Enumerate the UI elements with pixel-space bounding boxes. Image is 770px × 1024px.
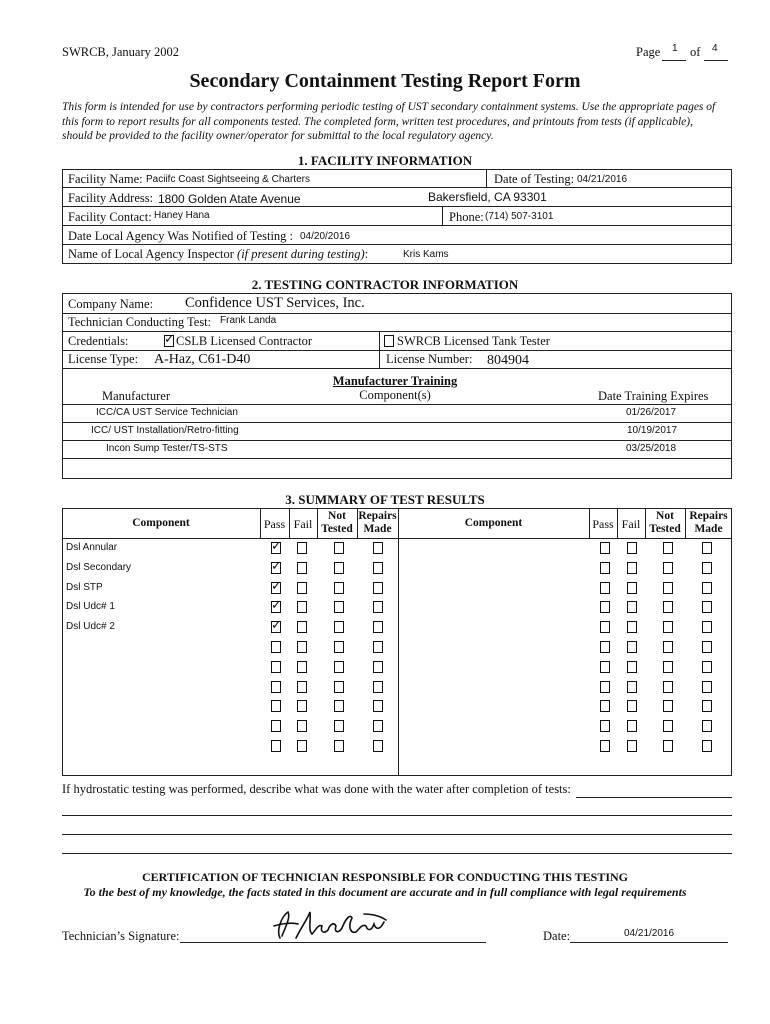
swrcb-checkbox[interactable]: [384, 335, 394, 347]
result-not-tested-checkbox-right[interactable]: [663, 582, 673, 594]
page-title: Secondary Containment Testing Report Form: [189, 70, 581, 92]
col-not-tested-left-1: Not: [328, 510, 346, 522]
result-repairs-checkbox-right[interactable]: [702, 641, 712, 653]
check-mark: ✓: [271, 618, 282, 633]
result-component-left[interactable]: Dsl Udc# 2: [66, 621, 115, 632]
result-pass-checkbox-left[interactable]: [271, 681, 281, 693]
facility-contact-label: Facility Contact:: [68, 210, 152, 224]
result-fail-checkbox-left[interactable]: [297, 641, 307, 653]
result-not-tested-checkbox-right[interactable]: [663, 562, 673, 574]
result-repairs-checkbox-right[interactable]: [702, 582, 712, 594]
license-type-label: License Type:: [68, 352, 139, 366]
col-repairs-left-2: Made: [363, 523, 392, 535]
result-fail-checkbox-left[interactable]: [297, 582, 307, 594]
check-mark: ✓: [271, 559, 282, 574]
form-intro: This form is intended for use by contractors performing periodic testing of UST secondary containment systems. Use the appropriate pages of this form to report results for all components tested. The completed form, written test procedures, and printouts from tests (if applicable), should be provided to the facility owner/operator for submittal to the local regulatory agency.: [62, 101, 716, 142]
result-repairs-checkbox-left[interactable]: [373, 621, 383, 633]
facility-city-field[interactable]: Bakersfield, CA 93301: [428, 190, 547, 204]
result-pass-checkbox-right[interactable]: [600, 681, 610, 693]
hydro-label: If hydrostatic testing was performed, describe what was done with the water after completion of tests:: [62, 782, 571, 796]
result-fail-checkbox-left[interactable]: [297, 740, 307, 752]
result-not-tested-checkbox-right[interactable]: [663, 621, 673, 633]
of-label: of: [690, 45, 701, 59]
result-not-tested-checkbox-right[interactable]: [663, 720, 673, 732]
section1-heading: 1. FACILITY INFORMATION: [297, 153, 473, 168]
facility-address-label: Facility Address:: [68, 191, 154, 205]
result-component-left[interactable]: Dsl Secondary: [66, 562, 132, 573]
result-fail-checkbox-left[interactable]: [297, 720, 307, 732]
result-repairs-checkbox-right[interactable]: [702, 700, 712, 712]
col-repairs-left-1: Repairs: [358, 510, 397, 522]
result-repairs-checkbox-left[interactable]: [373, 700, 383, 712]
col-component-left: Component: [132, 517, 190, 529]
page-number: 1: [672, 43, 678, 54]
training-component-2[interactable]: ICC/ UST Installation/Retro-fitting: [91, 425, 239, 436]
company-field[interactable]: Confidence UST Services, Inc.: [185, 295, 365, 311]
col-repairs-right-2: Made: [694, 523, 723, 535]
result-not-tested-checkbox-left[interactable]: [334, 661, 344, 673]
check-mark: ✓: [271, 598, 282, 613]
phone-field[interactable]: (714) 507-3101: [485, 211, 554, 222]
inspector-hint: (if present during testing): [237, 247, 365, 261]
result-repairs-checkbox-right[interactable]: [702, 562, 712, 574]
result-pass-checkbox-left[interactable]: [271, 700, 281, 712]
col-repairs-right-1: Repairs: [689, 510, 728, 522]
result-component-left[interactable]: Dsl STP: [66, 582, 103, 593]
inspector-colon: :: [364, 247, 369, 261]
result-fail-checkbox-right[interactable]: [627, 681, 637, 693]
training-expires-2[interactable]: 10/19/2017: [627, 425, 678, 436]
result-repairs-checkbox-left[interactable]: [373, 582, 383, 594]
training-component-3[interactable]: Incon Sump Tester/TS-STS: [106, 443, 228, 454]
result-not-tested-checkbox-left[interactable]: [334, 641, 344, 653]
page-total: 4: [712, 43, 718, 54]
date-testing-field[interactable]: 04/21/2016: [577, 174, 628, 185]
result-repairs-checkbox-left[interactable]: [373, 661, 383, 673]
training-component-1[interactable]: ICC/CA UST Service Technician: [96, 407, 238, 418]
technician-signature: [268, 904, 398, 944]
col-components: Component(s): [359, 388, 431, 402]
result-not-tested-checkbox-left[interactable]: [334, 562, 344, 574]
result-fail-checkbox-left[interactable]: [297, 700, 307, 712]
license-number-label: License Number:: [386, 352, 473, 366]
cert-statement: To the best of my knowledge, the facts stated in this document are accurate and in full compliance with legal requirements: [83, 885, 687, 899]
result-not-tested-checkbox-right[interactable]: [663, 700, 673, 712]
signature-label: Technician’s Signature:: [62, 929, 180, 943]
facility-address-field[interactable]: 1800 Golden Atate Avenue: [158, 192, 301, 206]
date-notified-field[interactable]: 04/20/2016: [300, 231, 351, 242]
result-pass-checkbox-right[interactable]: [600, 601, 610, 613]
result-fail-checkbox-right[interactable]: [627, 700, 637, 712]
result-repairs-checkbox-left[interactable]: [373, 681, 383, 693]
result-not-tested-checkbox-left[interactable]: [334, 542, 344, 554]
result-repairs-checkbox-left[interactable]: [373, 641, 383, 653]
facility-name-field[interactable]: Paciifc Coast Sightseeing & Charters: [146, 174, 310, 185]
result-pass-checkbox-right[interactable]: [600, 621, 610, 633]
col-fail-left: Fail: [293, 517, 313, 531]
technician-label: Technician Conducting Test:: [68, 315, 212, 329]
result-pass-checkbox-right[interactable]: [600, 582, 610, 594]
result-not-tested-checkbox-right[interactable]: [663, 740, 673, 752]
result-pass-checkbox-right[interactable]: [600, 700, 610, 712]
result-pass-checkbox-right[interactable]: [600, 661, 610, 673]
result-pass-checkbox-right[interactable]: [600, 720, 610, 732]
training-expires-1[interactable]: 01/26/2017: [626, 407, 677, 418]
result-fail-checkbox-right[interactable]: [627, 641, 637, 653]
result-repairs-checkbox-left[interactable]: [373, 562, 383, 574]
result-not-tested-checkbox-left[interactable]: [334, 740, 344, 752]
cert-date-field[interactable]: 04/21/2016: [624, 928, 675, 939]
result-not-tested-checkbox-left[interactable]: [334, 601, 344, 613]
result-not-tested-checkbox-right[interactable]: [663, 661, 673, 673]
check-mark: ✓: [271, 539, 282, 554]
result-pass-checkbox-left[interactable]: [271, 661, 281, 673]
inspector-label: [68, 247, 368, 262]
inspector-field[interactable]: Kris Kams: [403, 249, 449, 260]
cert-date-line[interactable]: [570, 942, 728, 943]
license-type-field[interactable]: A-Haz, C61-D40: [154, 352, 251, 367]
col-not-tested-right-1: Not: [656, 510, 674, 522]
technician-field[interactable]: Frank Landa: [220, 315, 277, 326]
result-fail-checkbox-left[interactable]: [297, 601, 307, 613]
swrcb-label: SWRCB Licensed Tank Tester: [397, 334, 550, 348]
result-fail-checkbox-right[interactable]: [627, 720, 637, 732]
result-repairs-checkbox-right[interactable]: [702, 542, 712, 554]
result-not-tested-checkbox-left[interactable]: [334, 681, 344, 693]
result-pass-checkbox-left[interactable]: [271, 641, 281, 653]
result-fail-checkbox-left[interactable]: [297, 661, 307, 673]
inspector-label-text: Name of Local Agency Inspector: [68, 247, 234, 261]
cert-date-label: Date:: [543, 929, 571, 943]
page-label: Page: [636, 45, 661, 59]
result-fail-checkbox-right[interactable]: [627, 562, 637, 574]
result-fail-checkbox-left[interactable]: [297, 681, 307, 693]
result-pass-checkbox-right[interactable]: [600, 740, 610, 752]
result-fail-checkbox-left[interactable]: [297, 542, 307, 554]
result-not-tested-checkbox-right[interactable]: [663, 641, 673, 653]
result-repairs-checkbox-left[interactable]: [373, 740, 383, 752]
col-not-tested-right-2: Tested: [649, 523, 681, 535]
company-label: Company Name:: [68, 297, 154, 311]
col-repairs-right: [685, 510, 732, 536]
section3-heading: 3. SUMMARY OF TEST RESULTS: [285, 492, 485, 507]
result-repairs-checkbox-right[interactable]: [702, 621, 712, 633]
result-fail-checkbox-left[interactable]: [297, 562, 307, 574]
result-fail-checkbox-right[interactable]: [627, 582, 637, 594]
result-not-tested-checkbox-right[interactable]: [663, 542, 673, 554]
cslb-check-mark: ✓: [164, 332, 175, 347]
result-not-tested-checkbox-right[interactable]: [663, 601, 673, 613]
license-number-field[interactable]: 804904: [487, 353, 529, 368]
result-pass-checkbox-right[interactable]: [600, 562, 610, 574]
col-not-tested-right: [645, 510, 685, 536]
result-repairs-checkbox-right[interactable]: [702, 720, 712, 732]
result-fail-checkbox-right[interactable]: [627, 601, 637, 613]
credentials-label: Credentials:: [68, 334, 129, 348]
result-not-tested-checkbox-right[interactable]: [663, 681, 673, 693]
check-mark: ✓: [271, 579, 282, 594]
date-testing-label: Date of Testing:: [494, 172, 575, 186]
result-not-tested-checkbox-left[interactable]: [334, 582, 344, 594]
date-notified-label: Date Local Agency Was Notified of Testing :: [68, 229, 294, 243]
result-fail-checkbox-right[interactable]: [627, 661, 637, 673]
result-repairs-checkbox-left[interactable]: [373, 720, 383, 732]
facility-name-label: Facility Name:: [68, 172, 143, 186]
col-expires: Date Training Expires: [598, 389, 709, 403]
training-expires-3[interactable]: 03/25/2018: [626, 443, 677, 454]
col-manufacturer: Manufacturer: [102, 389, 171, 403]
result-pass-checkbox-left[interactable]: [271, 720, 281, 732]
result-fail-checkbox-right[interactable]: [627, 740, 637, 752]
result-repairs-checkbox-left[interactable]: [373, 601, 383, 613]
cslb-label: CSLB Licensed Contractor: [176, 334, 313, 348]
phone-label: Phone:: [449, 210, 484, 224]
result-not-tested-checkbox-left[interactable]: [334, 720, 344, 732]
result-fail-checkbox-left[interactable]: [297, 621, 307, 633]
result-component-left[interactable]: Dsl Annular: [66, 542, 118, 553]
col-pass-right: Pass: [592, 517, 614, 531]
result-fail-checkbox-right[interactable]: [627, 542, 637, 554]
facility-contact-field[interactable]: Haney Hana: [154, 210, 210, 221]
section2-heading: 2. TESTING CONTRACTOR INFORMATION: [251, 277, 519, 292]
result-pass-checkbox-right[interactable]: [600, 641, 610, 653]
col-not-tested-left: [317, 510, 357, 536]
result-repairs-checkbox-right[interactable]: [702, 601, 712, 613]
result-pass-checkbox-right[interactable]: [600, 542, 610, 554]
result-component-left[interactable]: Dsl Udc# 1: [66, 601, 115, 612]
col-not-tested-left-2: Tested: [321, 523, 353, 535]
result-pass-checkbox-left[interactable]: [271, 740, 281, 752]
result-repairs-checkbox-left[interactable]: [373, 542, 383, 554]
form-revision: SWRCB, January 2002: [62, 45, 180, 59]
result-fail-checkbox-right[interactable]: [627, 621, 637, 633]
col-pass-left: Pass: [263, 517, 286, 531]
result-repairs-checkbox-right[interactable]: [702, 661, 712, 673]
result-not-tested-checkbox-left[interactable]: [334, 700, 344, 712]
training-title: Manufacturer Training: [332, 374, 458, 388]
result-repairs-checkbox-right[interactable]: [702, 740, 712, 752]
col-repairs-left: [357, 510, 398, 536]
result-not-tested-checkbox-left[interactable]: [334, 621, 344, 633]
cert-heading: CERTIFICATION OF TECHNICIAN RESPONSIBLE FOR CONDUCTING THIS TESTING: [141, 870, 629, 884]
col-component-right: Component: [464, 517, 523, 529]
result-repairs-checkbox-right[interactable]: [702, 681, 712, 693]
col-fail-right: Fail: [621, 517, 641, 531]
